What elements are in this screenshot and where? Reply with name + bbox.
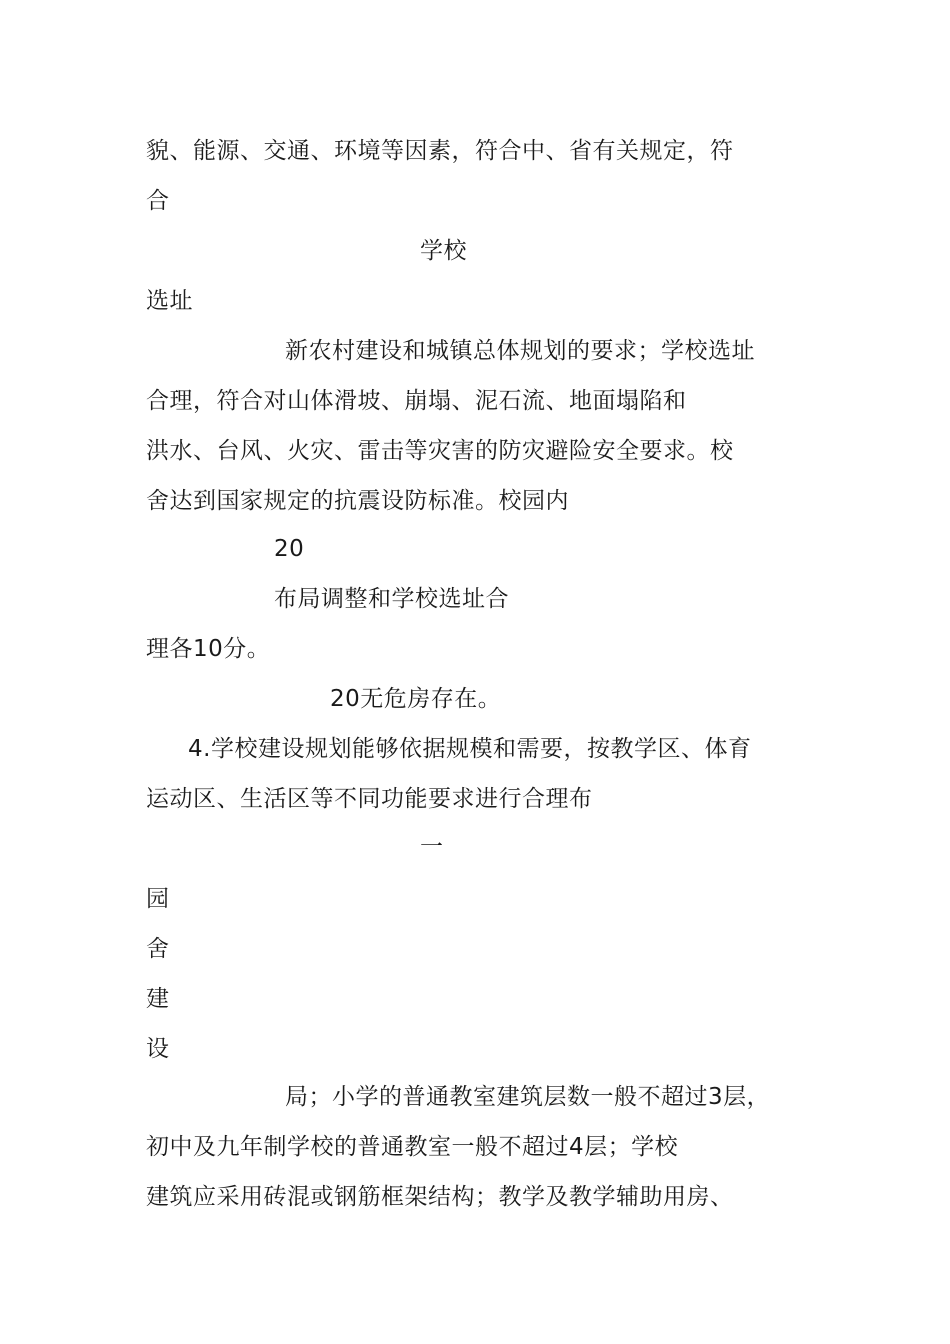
text-line: 学校 [420,238,467,264]
text-line: 布局调整和学校选址合 [274,586,509,612]
text-line: 合 [146,188,170,214]
text-line: 初中及九年制学校的普通教室一般不超过4层；学校 [146,1134,679,1160]
text-line: 舍 [146,936,170,962]
text-line: 运动区、生活区等不同功能要求进行合理布 [146,786,593,812]
text-line: 一 [420,834,444,860]
text-line: 合理，符合对山体滑坡、崩塌、泥石流、地面塌陷和 [146,388,687,414]
text-line: 20 [274,536,305,562]
text-line: 局；小学的普通教室建筑层数一般不超过3层， [285,1084,771,1110]
text-line: 建筑应采用砖混或钢筋框架结构；教学及教学辅助用房、 [146,1184,734,1210]
text-line: 4.学校建设规划能够依据规模和需要，按教学区、体育 [188,736,752,762]
text-line: 理各10分。 [146,636,271,662]
text-line: 选址 [146,288,193,314]
text-line: 设 [146,1036,170,1062]
text-line: 貌、能源、交通、环境等因素，符合中、省有关规定，符 [146,138,734,164]
text-line: 舍达到国家规定的抗震设防标准。校园内 [146,488,569,514]
text-line: 洪水、台风、火灾、雷击等灾害的防灾避险安全要求。校 [146,438,734,464]
text-line: 20无危房存在。 [330,686,502,712]
text-line: 园 [146,886,170,912]
text-line: 新农村建设和城镇总体规划的要求；学校选址 [285,338,755,364]
text-line: 建 [146,986,170,1012]
